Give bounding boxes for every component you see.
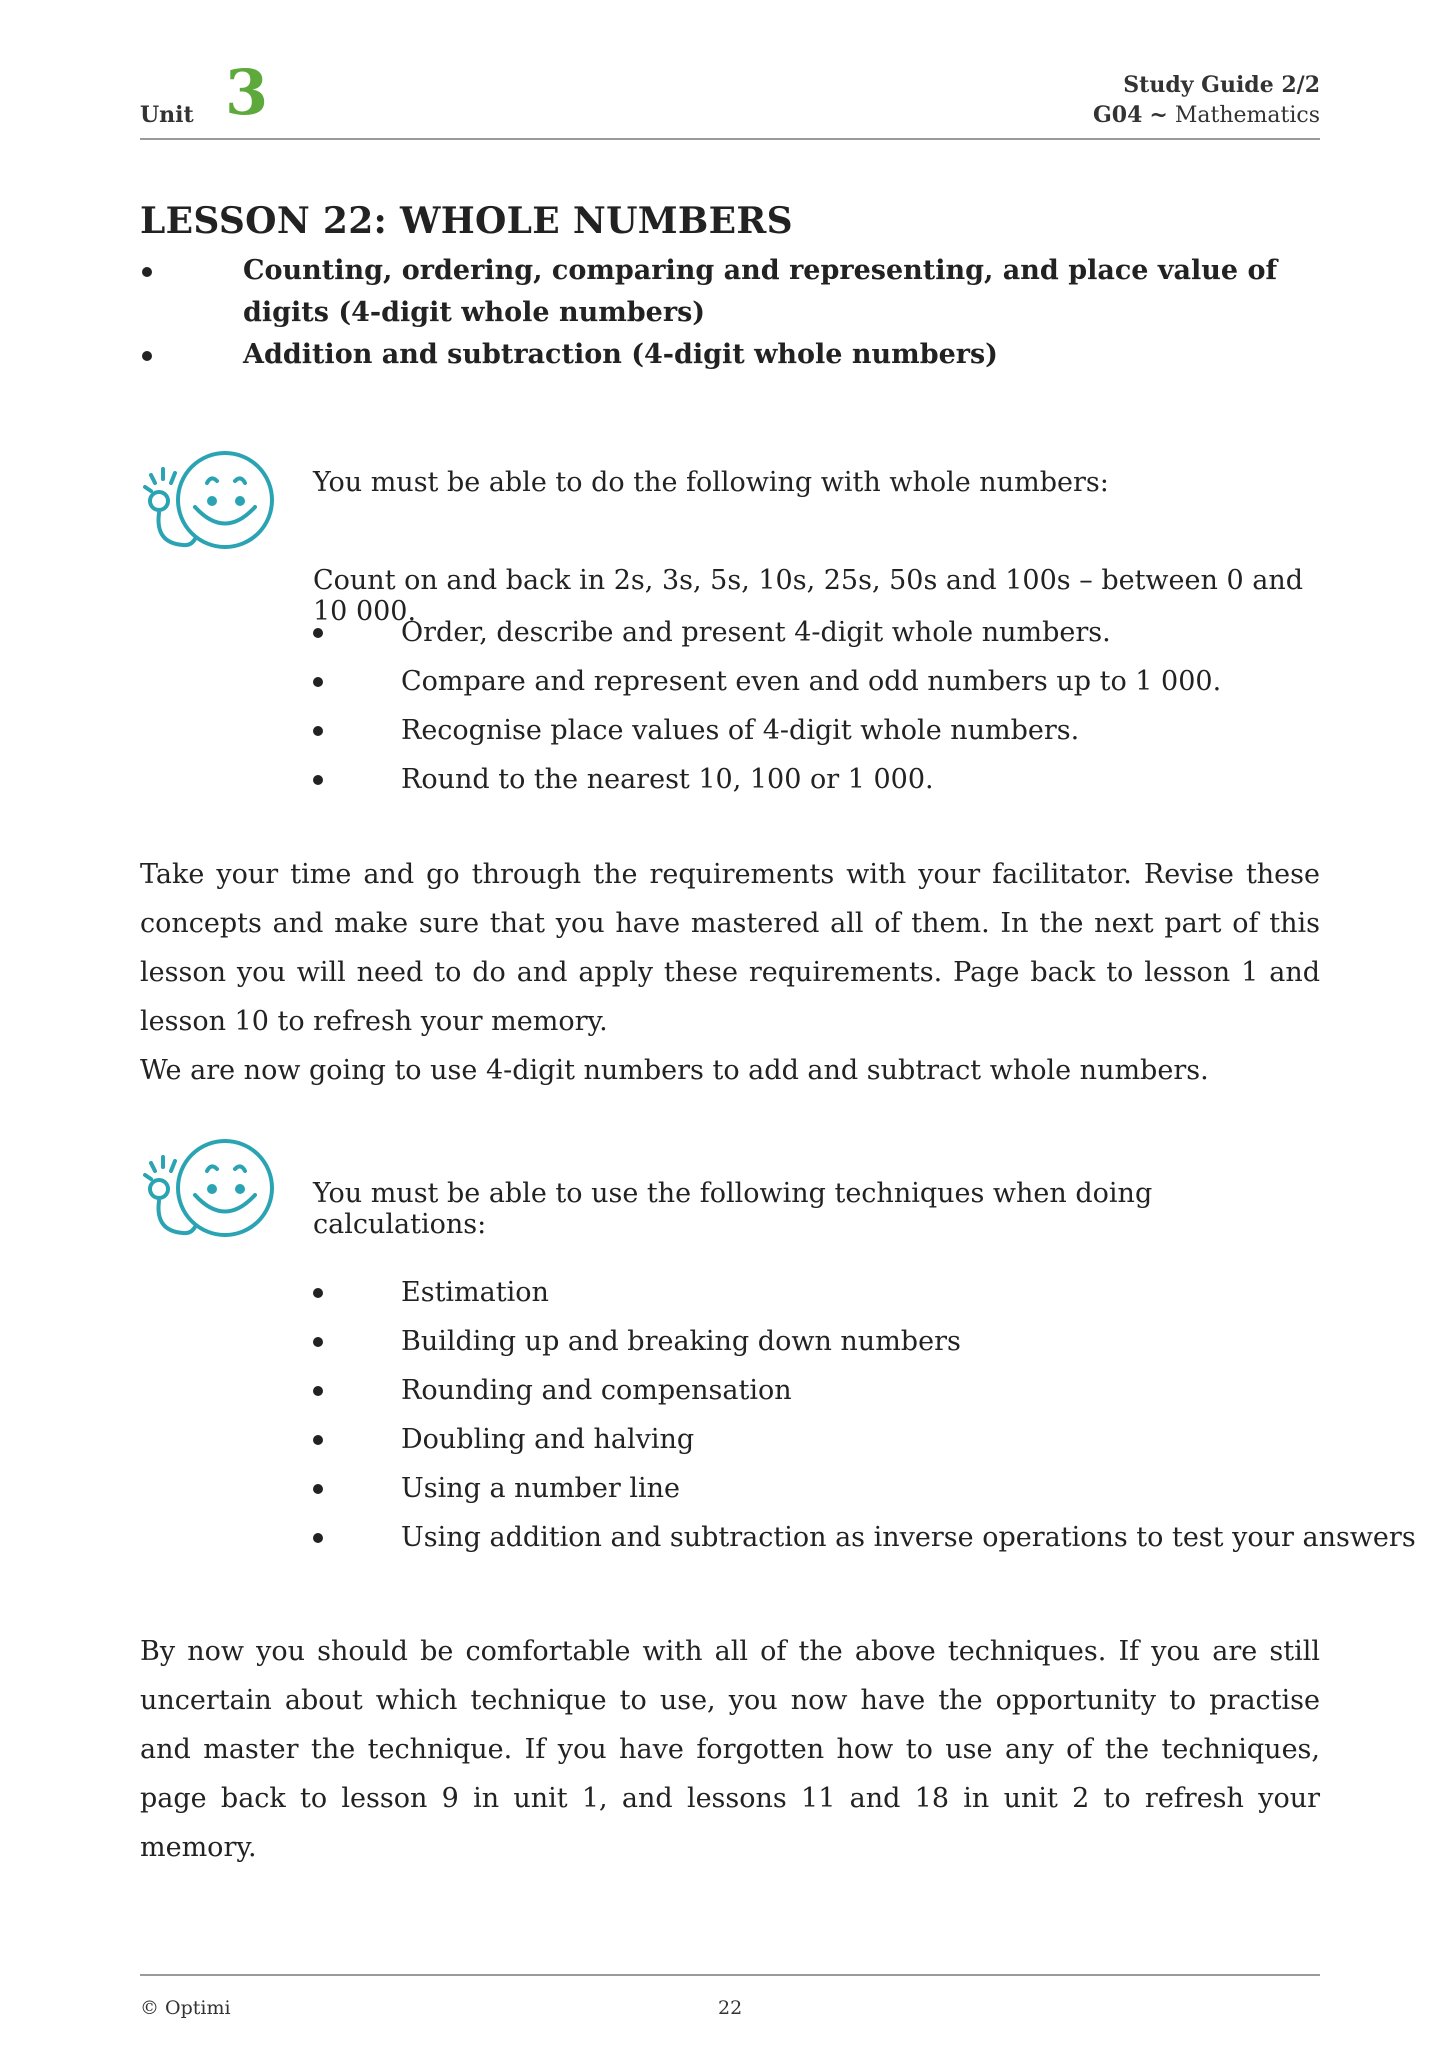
topic-item <box>140 334 1320 376</box>
bullet-icon <box>313 1484 323 1494</box>
list-item <box>313 755 1320 804</box>
bullet-icon <box>313 726 323 736</box>
list-item <box>313 608 1320 657</box>
list-item-text: Estimation <box>401 1277 549 1308</box>
bullet-icon <box>313 1337 323 1347</box>
bullet-icon <box>313 1435 323 1445</box>
bullet-icon <box>313 1288 323 1298</box>
section1-lead: Count on and back in 2s, 3s, 5s, 10s, 25s, 50s and 100s – between 0 and 10 000. <box>313 565 1303 627</box>
list-item-text: Order, describe and present 4-digit whole numbers. <box>401 617 1111 648</box>
list-item <box>313 1415 1320 1464</box>
list-item <box>313 1268 1320 1317</box>
section2-bullets <box>313 1268 1416 1562</box>
bullet-icon <box>313 677 323 687</box>
list-item-text: Round to the nearest 10, 100 or 1 000. <box>401 764 934 795</box>
lesson-title: LESSON 22: WHOLE NUMBERS <box>140 200 793 242</box>
header-course-info <box>1093 70 1320 131</box>
smiley-idea-icon <box>137 1133 277 1243</box>
bullet-icon <box>313 628 323 638</box>
bullet-icon <box>313 1533 323 1543</box>
course-separator: ~ <box>1149 102 1168 128</box>
list-item <box>313 1317 1320 1366</box>
paragraph-techniques: By now you should be comfortable with all of the above techniques. If you are still uncertain about which technique to use, you now have the opportunity to practise and master the technique. If you have forgotten how to use any of the techniques, page back to lesson 9 in unit 1, and lessons 11 and 18 in unit 2 to refresh your memory. <box>140 1636 1320 1863</box>
section1-intro: You must be able to do the following with whole numbers: <box>313 467 1109 498</box>
footer-rule <box>140 1974 1320 1976</box>
list-item-text: Rounding and compensation <box>401 1375 792 1406</box>
footer-copyright: © Optimi <box>140 1997 231 2019</box>
list-item-text: Building up and breaking down numbers <box>401 1326 961 1357</box>
bullet-icon <box>313 1386 323 1396</box>
unit-label: Unit <box>140 102 194 128</box>
paragraph-revise: Take your time and go through the requirements with your facilitator. Revise these concepts and make sure that you have mastered all of them. In the next part of this lesson you will need to do and apply these requirements. Page back to lesson 1 and lesson 10 to refresh your memory. <box>140 859 1320 1037</box>
list-item-text: Doubling and halving <box>401 1424 695 1455</box>
list-item-text: Using a number line <box>401 1473 680 1504</box>
list-item <box>313 706 1320 755</box>
unit-number: 3 <box>225 56 269 129</box>
course-line <box>1093 100 1320 131</box>
page-header <box>140 56 1320 140</box>
bullet-icon <box>313 775 323 785</box>
section2-intro: You must be able to use the following techniques when doing calculations: <box>313 1178 1153 1240</box>
list-item-text: Using addition and subtraction as inverse operations to test your answers <box>401 1522 1416 1553</box>
course-code: G04 <box>1093 102 1143 128</box>
smiley-idea-icon <box>137 445 277 555</box>
paragraph-4digit: We are now going to use 4-digit numbers to add and subtract whole numbers. <box>140 1055 1209 1086</box>
topic-text: Addition and subtraction (4-digit whole numbers) <box>243 339 998 370</box>
topic-text: Counting, ordering, comparing and representing, and place value of digits (4-digit whole numbers) <box>243 255 1278 328</box>
page-number: 22 <box>718 1997 743 2019</box>
list-item-text: Compare and represent even and odd numbers up to 1 000. <box>401 666 1222 697</box>
list-item <box>313 1513 1416 1562</box>
study-guide-label: Study Guide 2/2 <box>1123 72 1320 98</box>
course-name: Mathematics <box>1174 103 1320 128</box>
page <box>140 0 1416 2048</box>
lesson-topics <box>140 250 1320 376</box>
topic-item <box>140 250 1320 334</box>
section1-bullets <box>313 608 1320 804</box>
list-item <box>313 657 1320 706</box>
bullet-icon <box>142 351 152 361</box>
list-item <box>313 1464 1320 1513</box>
bullet-icon <box>142 267 152 277</box>
list-item <box>313 1366 1320 1415</box>
list-item-text: Recognise place values of 4-digit whole numbers. <box>401 715 1080 746</box>
